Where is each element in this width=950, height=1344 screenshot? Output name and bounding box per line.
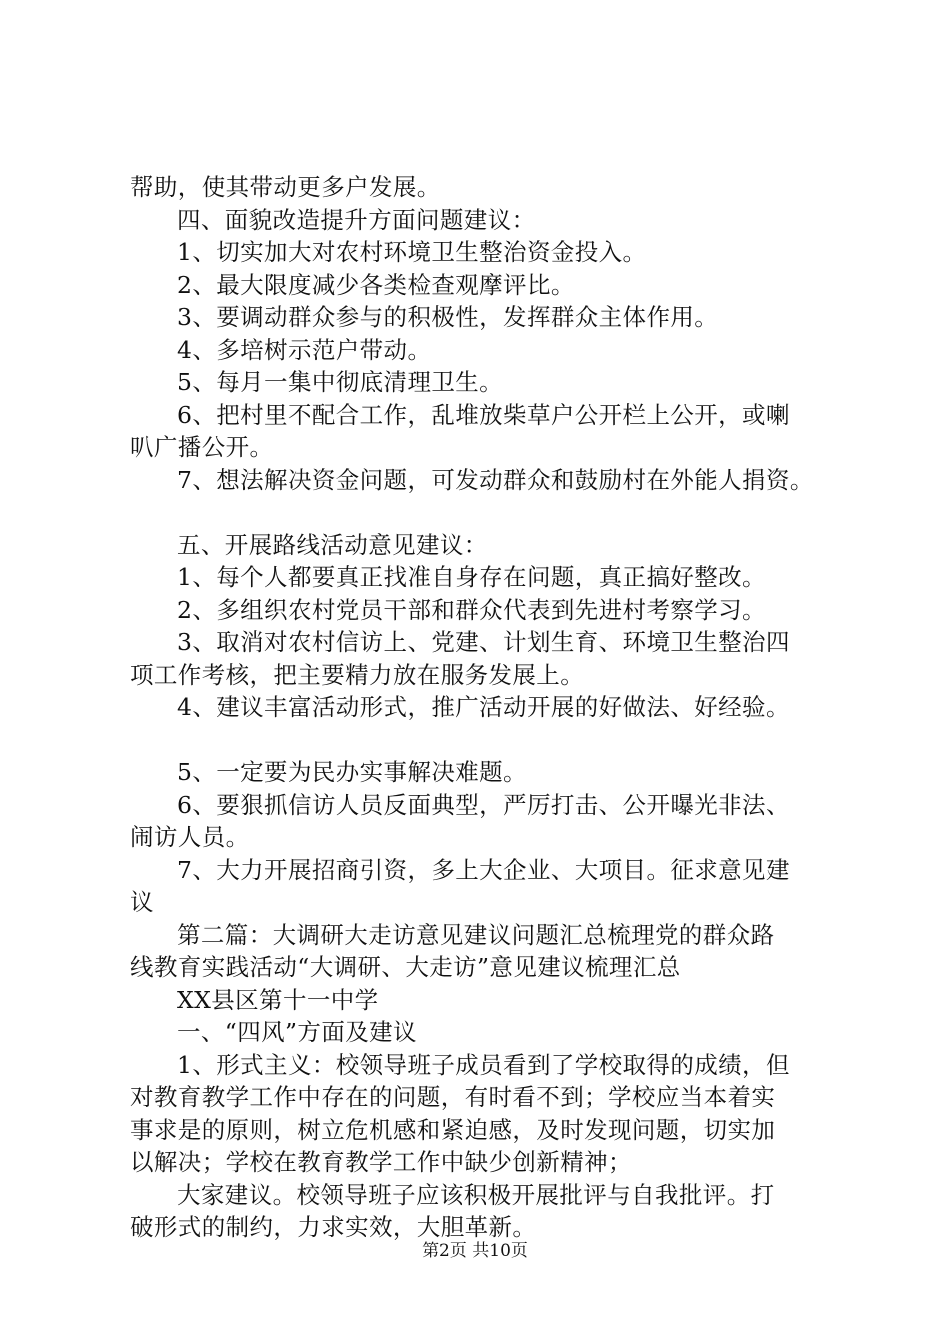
text-line: 4、多培树示范户带动。: [177, 335, 432, 364]
page-number: 第2页 共10页: [422, 1241, 528, 1261]
text-line: 叭广播公开。: [130, 433, 274, 461]
text-line: 议: [130, 888, 154, 916]
text-line: 5、一定要为民办实事解决难题。: [177, 758, 527, 786]
text-line: 6、把村里不配合工作，乱堆放柴草户公开栏上公开，或喇: [177, 400, 790, 429]
text-line: 帮助，使其带动更多户发展。: [130, 173, 441, 201]
paragraph-gap: [130, 496, 845, 529]
organization-name: XX县区第十一中学: [177, 985, 379, 1014]
document-body: [130, 171, 845, 1244]
chapter-heading: 第二篇：大调研大走访意见建议问题汇总梳理党的群众路: [177, 920, 775, 949]
section-heading: 四、面貌改造提升方面问题建议：: [177, 205, 536, 234]
section-heading: 一、“四风”方面及建议: [177, 1018, 417, 1046]
text-line: 1、形式主义：校领导班子成员看到了学校取得的成绩，但: [177, 1050, 790, 1079]
text-line: 事求是的原则，树立危机感和紧迫感，及时发现问题，切实加: [130, 1115, 776, 1144]
text-line: 2、最大限度减少各类检查观摩评比。: [177, 270, 575, 299]
text-line: 4、建议丰富活动形式，推广活动开展的好做法、好经验。: [177, 693, 790, 721]
text-line: 6、要狠抓信访人员反面典型，严厉打击、公开曝光非法、: [177, 790, 790, 819]
text-line: 3、要调动群众参与的积极性，发挥群众主体作用。: [177, 303, 719, 331]
text-line: 以解决；学校在教育教学工作中缺少创新精神；: [130, 1148, 632, 1176]
text-line: 1、每个人都要真正找准自身存在问题，真正搞好整改。: [177, 563, 766, 591]
section-heading: 五、开展路线活动意见建议：: [177, 530, 488, 559]
text-line: 闹访人员。: [130, 823, 250, 851]
text-line: 对教育教学工作中存在的问题，有时看不到；学校应当本着实: [130, 1083, 776, 1111]
paragraph-gap: [130, 724, 845, 757]
page-footer: [0, 1240, 950, 1262]
text-line: 5、每月一集中彻底清理卫生。: [177, 368, 504, 396]
text-line: 1、切实加大对农村环境卫生整治资金投入。: [177, 238, 647, 266]
chapter-heading: 线教育实践活动“大调研、大走访”意见建议梳理汇总: [130, 953, 681, 981]
text-line: 大家建议。校领导班子应该积极开展批评与自我批评。打: [177, 1180, 775, 1209]
text-line: 7、想法解决资金问题，可发动群众和鼓励村在外能人捐资。: [177, 465, 814, 494]
text-line: 项工作考核，把主要精力放在服务发展上。: [130, 660, 585, 689]
text-line: 2、多组织农村党员干部和群众代表到先进村考察学习。: [177, 595, 766, 624]
text-line: 7、大力开展招商引资，多上大企业、大项目。征求意见建: [177, 855, 790, 884]
text-line: 3、取消对农村信访上、党建、计划生育、环境卫生整治四: [177, 628, 790, 656]
text-line: 破形式的制约，力求实效，大胆革新。: [130, 1213, 537, 1241]
